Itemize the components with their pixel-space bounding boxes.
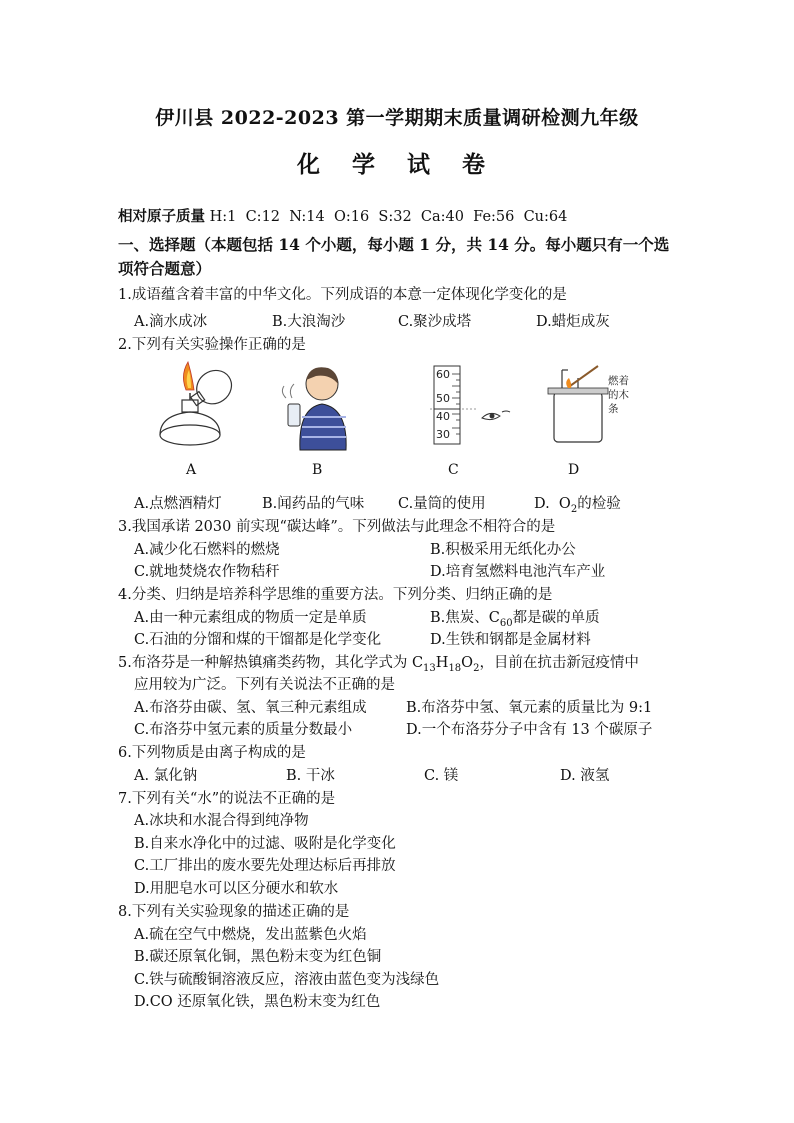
q3-option-d: D.培育氢燃料电池汽车产业 <box>430 564 606 580</box>
match-label-line1: 燃着 <box>608 375 629 387</box>
figure-label-b: B <box>312 462 323 478</box>
q2-option-c: C.量筒的使用 <box>398 496 486 512</box>
cylinder-tick-60: 60 <box>436 368 450 381</box>
q1-option-d: D.蜡炬成灰 <box>536 314 610 330</box>
q1-option-a: A.滴水成冰 <box>134 314 208 330</box>
q5-option-a: A.布洛芬由碳、氢、氧三种元素组成 <box>134 700 367 716</box>
cylinder-tick-40: 40 <box>436 410 450 423</box>
q8-option-a: A.硫在空气中燃烧，发出蓝紫色火焰 <box>134 927 367 943</box>
section1-heading-line1: 一、选择题（本题包括 14 个小题，每小题 1 分，共 14 分。每小题只有一个选 <box>118 235 670 254</box>
q5-stem-line2: 应用较为广泛。下列有关说法不正确的是 <box>134 677 395 693</box>
q4-option-d: D.生铁和钢都是金属材料 <box>430 632 591 648</box>
q8-option-b: B.碳还原氧化铜，黑色粉末变为红色铜 <box>134 949 382 965</box>
figure-d-oxygen-test <box>540 362 650 446</box>
q6-option-d: D. 液氢 <box>560 768 610 784</box>
match-label-line2: 的木 <box>608 389 629 401</box>
q3-option-a: A.减少化石燃料的燃烧 <box>134 542 280 558</box>
q5-option-b: B.布洛芬中氢、氧元素的质量比为 9:1 <box>406 700 653 716</box>
figure-label-a: A <box>186 462 197 478</box>
cylinder-tick-30: 30 <box>436 428 450 441</box>
q2-stem: 2.下列有关实验操作正确的是 <box>118 337 306 353</box>
q7-option-d: D.用肥皂水可以区分硬水和软水 <box>134 881 339 897</box>
cylinder-tick-50: 50 <box>436 392 450 405</box>
q7-option-c: C.工厂排出的废水要先处理达标后再排放 <box>134 858 396 874</box>
q3-option-c: C.就地焚烧农作物秸秆 <box>134 564 280 580</box>
figure-a-alcohol-lamp <box>150 360 250 450</box>
q2-option-b: B.闻药品的气味 <box>262 496 365 512</box>
q7-option-a: A.冰块和水混合得到纯净物 <box>134 813 309 829</box>
q1-stem: 1.成语蕴含着丰富的中华文化。下列成语的本意一定体现化学变化的是 <box>118 287 567 303</box>
exam-subtitle: 化 学 试 卷 <box>296 151 498 178</box>
q1-option-c: C.聚沙成塔 <box>398 314 472 330</box>
q4-option-a: A.由一种元素组成的物质一定是单质 <box>134 610 367 626</box>
match-label-line3: 条 <box>608 403 619 415</box>
atomic-mass-label: 相对原子质量 <box>118 208 205 225</box>
q8-option-d: D.CO 还原氧化铁，黑色粉末变为红色 <box>134 994 381 1010</box>
q8-option-c: C.铁与硫酸铜溶液反应，溶液由蓝色变为浅绿色 <box>134 972 440 988</box>
q6-option-c: C. 镁 <box>424 768 459 784</box>
q5-option-d: D.一个布洛芬分子中含有 13 个碳原子 <box>406 722 653 738</box>
figure-label-d: D <box>568 462 580 478</box>
q3-option-b: B.积极采用无纸化办公 <box>430 542 576 558</box>
figure-b-smelling-reagent <box>272 362 362 452</box>
q6-option-b: B. 干冰 <box>286 768 335 784</box>
section1-heading-line2: 项符合题意） <box>118 259 212 278</box>
figure-label-c: C <box>448 462 459 478</box>
q8-stem: 8.下列有关实验现象的描述正确的是 <box>118 904 350 920</box>
q3-stem: 3.我国承诺 2030 前实现“碳达峰”。下列做法与此理念不相符合的是 <box>118 519 556 535</box>
figure-c-graduated-cylinder <box>430 362 520 446</box>
exam-title: 伊川县 2022-2023 第一学期期末质量调研检测九年级 <box>155 107 639 129</box>
atomic-mass-line <box>118 207 567 227</box>
q7-stem: 7.下列有关“水”的说法不正确的是 <box>118 791 336 807</box>
q2-option-d: D. $O_2$的检验 <box>534 496 621 515</box>
q5-stem: 5.布洛芬是一种解热镇痛类药物，其化学式为 $C_{13}H_{18}O_2$，目前在抗击新冠疫情中 <box>118 655 639 674</box>
q4-stem: 4.分类、归纳是培养科学思维的重要方法。下列分类、归纳正确的是 <box>118 587 553 603</box>
q4-option-b: B.焦炭、$C_{60}$都是碳的单质 <box>430 610 600 629</box>
q1-option-b: B.大浪淘沙 <box>272 314 346 330</box>
q6-option-a: A. 氯化钠 <box>134 768 198 784</box>
q2-option-a: A.点燃酒精灯 <box>134 496 222 512</box>
q5-option-c: C.布洛芬中氢元素的质量分数最小 <box>134 722 353 738</box>
q7-option-b: B.自来水净化中的过滤、吸附是化学变化 <box>134 836 396 852</box>
atomic-mass-values: H:1 C:12 N:14 O:16 S:32 Ca:40 Fe:56 Cu:64 <box>209 209 568 225</box>
q6-stem: 6.下列物质是由离子构成的是 <box>118 745 306 761</box>
q4-option-c: C.石油的分馏和煤的干馏都是化学变化 <box>134 632 382 648</box>
